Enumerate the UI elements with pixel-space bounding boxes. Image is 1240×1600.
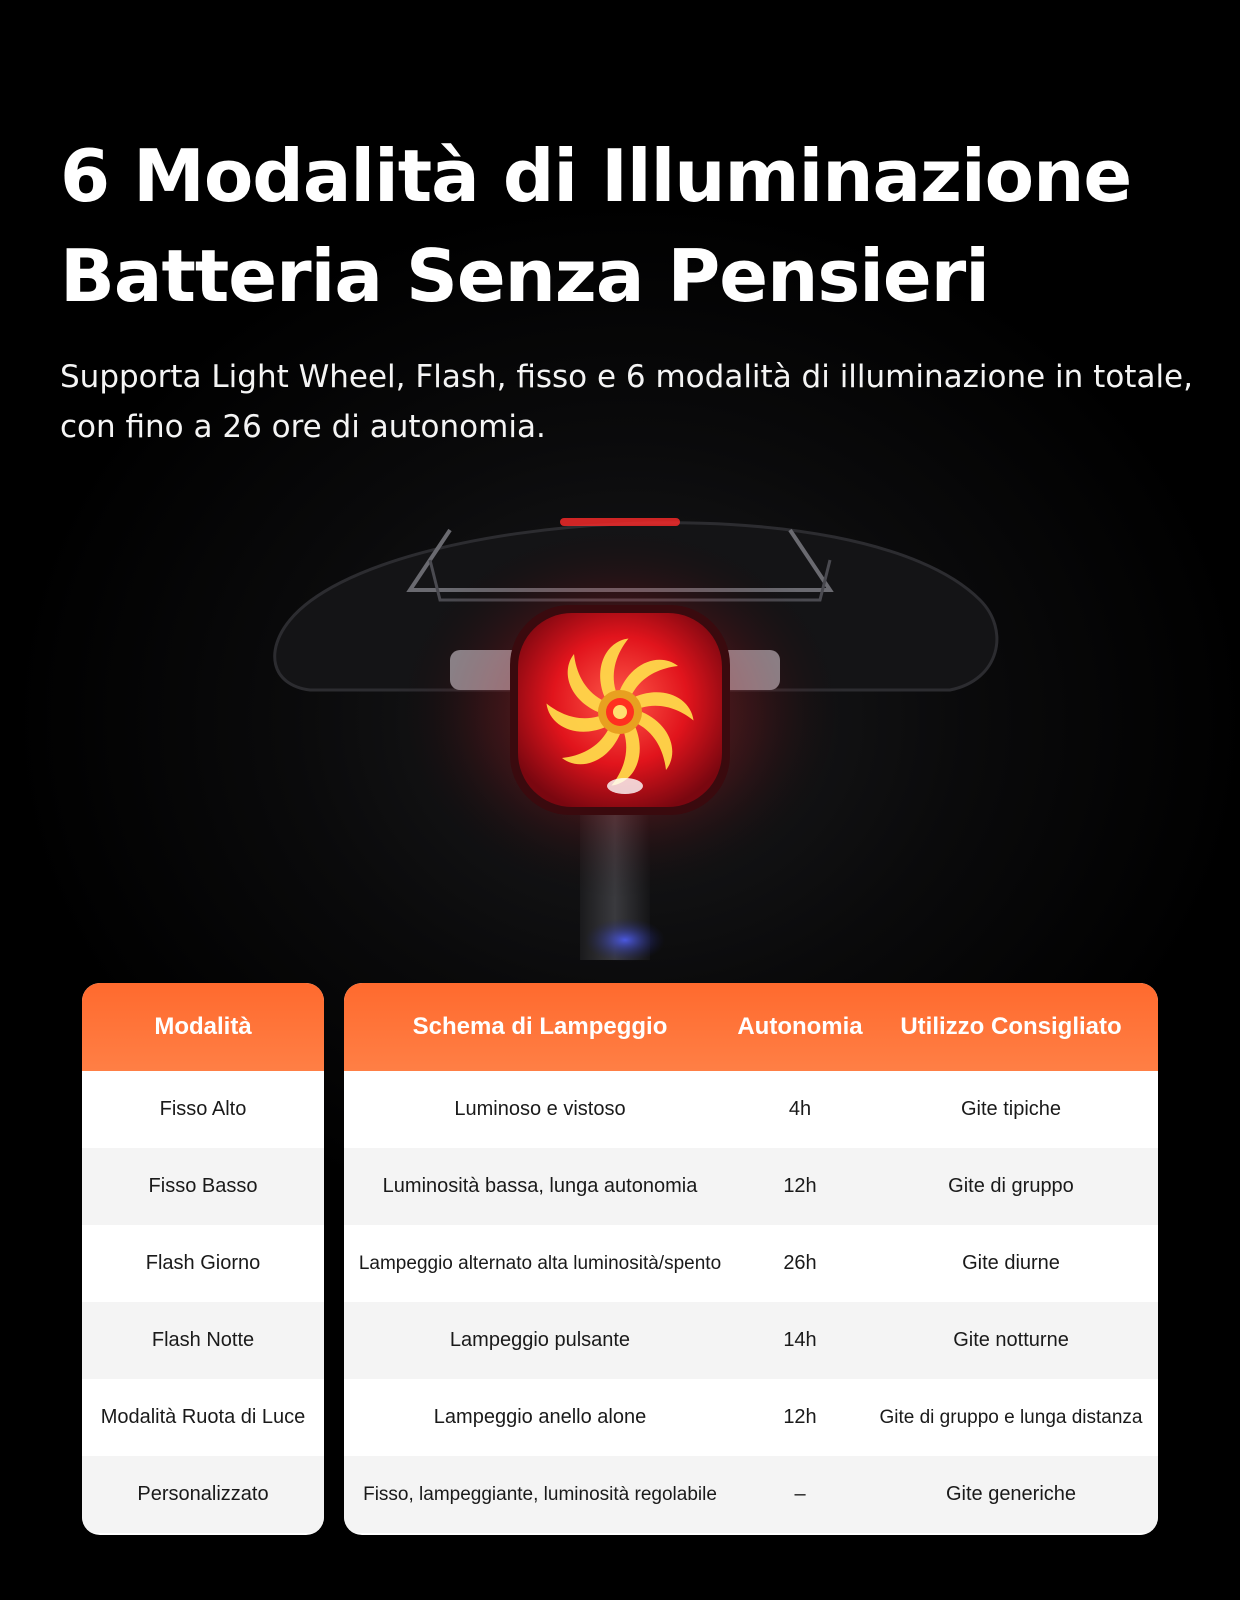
lens-highlight — [607, 778, 643, 794]
tail-light-photo — [180, 470, 1060, 990]
row-mode: Modalità Ruota di Luce — [100, 1406, 306, 1428]
row-autonomy: 26h — [783, 1252, 817, 1274]
row-mode: Flash Giorno — [145, 1252, 261, 1274]
row-usage: Gite di gruppo e lunga distanza — [879, 1406, 1143, 1428]
table-row — [344, 1379, 1158, 1456]
row-autonomy: 14h — [783, 1329, 817, 1351]
table-row — [344, 1148, 1158, 1225]
header-usage: Utilizzo Consigliato — [900, 1013, 1122, 1040]
row-mode: Fisso Basso — [148, 1175, 258, 1197]
blue-glow — [585, 918, 665, 962]
mode-table-header — [82, 983, 324, 1071]
headline-line-2: Batteria Senza Pensieri — [60, 234, 989, 318]
table-row — [82, 1071, 324, 1148]
table-row — [344, 1302, 1158, 1379]
header-pattern: Schema di Lampeggio — [412, 1013, 668, 1040]
table-row — [82, 1302, 324, 1379]
header-autonomy: Autonomia — [737, 1013, 863, 1040]
table-row — [344, 1225, 1158, 1302]
row-pattern: Lampeggio alternato alta luminosità/spento — [358, 1252, 722, 1274]
headline — [60, 126, 1180, 326]
row-pattern: Luminoso e vistoso — [454, 1098, 626, 1120]
row-mode: Personalizzato — [137, 1483, 269, 1505]
subtitle-line-1: Supporta Light Wheel, Flash, fisso e 6 modalità di illuminazione in totale, — [60, 359, 1193, 395]
row-usage: Gite notturne — [953, 1329, 1069, 1351]
row-pattern: Fisso, lampeggiante, luminosità regolabile — [363, 1483, 717, 1505]
table-row — [82, 1148, 324, 1225]
table-row — [82, 1456, 324, 1533]
row-pattern: Lampeggio anello alone — [433, 1406, 647, 1428]
row-autonomy: 4h — [788, 1098, 812, 1120]
mode-table — [82, 983, 324, 1535]
subtitle-line-2: con fino a 26 ore di autonomia. — [60, 409, 546, 445]
row-usage: Gite diurne — [962, 1252, 1060, 1274]
row-usage: Gite di gruppo — [948, 1175, 1074, 1197]
table-row — [344, 1071, 1158, 1148]
subtitle — [60, 352, 1200, 452]
row-autonomy: – — [794, 1483, 806, 1505]
row-pattern: Lampeggio pulsante — [449, 1329, 631, 1351]
row-usage: Gite tipiche — [960, 1098, 1062, 1120]
headline-line-1: 6 Modalità di Illuminazione — [60, 134, 1132, 218]
row-autonomy: 12h — [783, 1406, 817, 1428]
row-autonomy: 12h — [783, 1175, 817, 1197]
row-usage: Gite generiche — [945, 1483, 1077, 1505]
table-row — [344, 1456, 1158, 1533]
row-mode: Flash Notte — [151, 1329, 255, 1351]
table-row — [82, 1379, 324, 1456]
row-pattern: Luminosità bassa, lunga autonomia — [382, 1175, 698, 1197]
row-mode: Fisso Alto — [159, 1098, 247, 1120]
details-table-header — [344, 983, 1158, 1071]
details-table — [344, 983, 1158, 1535]
table-row — [82, 1225, 324, 1302]
header-mode: Modalità — [154, 1013, 252, 1040]
